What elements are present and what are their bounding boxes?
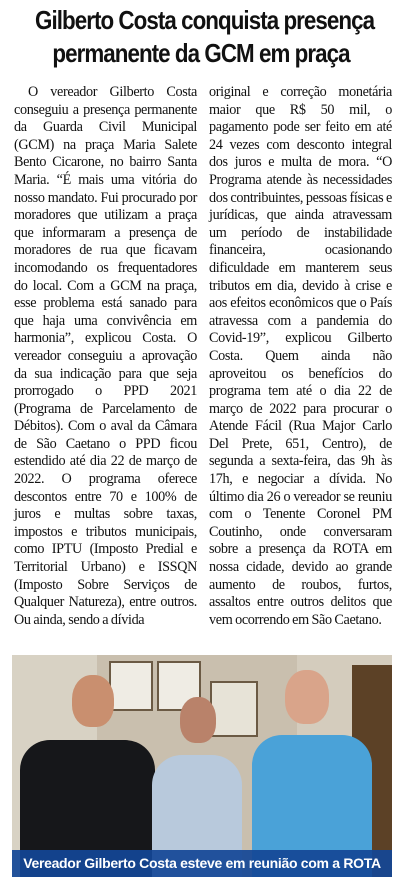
right-column-text: original e correção monetária maior que R$ 50 mil, o pagamento pode ser feito em até 24 vezes com desconto integral dos juros e multa de mora. “O Programa atende às necessidades dos contribuintes, pessoas físicas e jurídicas, que ainda atravessam um período de instabilidade financeira, ocasionando dificuldade em manterem seus tributos em dia, devido à crise e aos efeitos econômicos que o País atravessa com a pandemia do Covid-19”, explicou Gilberto Costa. Quem ainda não aproveitou os benefícios do programa tem até o dia 22 de março de 2022 para procurar o Atende Fácil (Rua Major Carlo Del Prete, 651, Centro), de segunda a sexta-feira, das 9h às 17h, e negociar a dívida. No último dia 26 o vereador se reuniu com o Tenente Coronel PM Coutinho, onde conversaram sobre a presença da ROTA em nossa cidade, devido ao grande aumento de roubos, furtos, assaltos entre outros delitos que vem ocorrendo em São Caetano.: [209, 84, 392, 628]
article-headline: [35, 4, 375, 70]
person-head: [72, 675, 114, 727]
headline-line-1: Gilberto Costa conquista presença: [35, 5, 375, 35]
wall-frame: [109, 661, 153, 711]
headline-line-2: permanente da GCM em praça: [52, 38, 350, 68]
person-head: [285, 670, 329, 724]
article-column-left: [14, 84, 197, 644]
left-column-text: O vereador Gilberto Costa conseguiu a presença permanente da Guarda Civil Municipal (GCM) na praça Maria Salete Bento Cicarone, no bairro Santa Maria. “É mais uma vitória do nosso mandato. Fui procurado por moradores que utilizam a praça que informaram a presença de moradores de rua que ficavam incomodando os frequentadores do local. Com a GCM na praça, esse problema está sanado para que haja uma convivência em harmonia”, explicou Costa. O vereador conseguiu a aprovação da sua indicação para que seja prorrogado o PPD 2021 (Programa de Parcelamento de Débitos). Com o aval da Câmara de São Caetano o PPD ficou estendido até dia 22 de março de 2022. O programa oferece descontos entre 70 e 100% de juros e multas sobre taxas, impostos e tributos municipais, como IPTU (Imposto Predial e Territorial Urbano) e ISSQN (Imposto Sobre Serviços de Qualquer Natureza), entre outros. Ou ainda, sendo a dívida: [14, 84, 197, 628]
person-head: [180, 697, 216, 743]
article-column-right: [209, 84, 392, 644]
article-photo: [12, 655, 392, 877]
wall-frame: [210, 681, 258, 737]
article-body: [14, 84, 392, 644]
photo-caption: Vereador Gilberto Costa esteve em reunião com a ROTA: [12, 850, 392, 877]
